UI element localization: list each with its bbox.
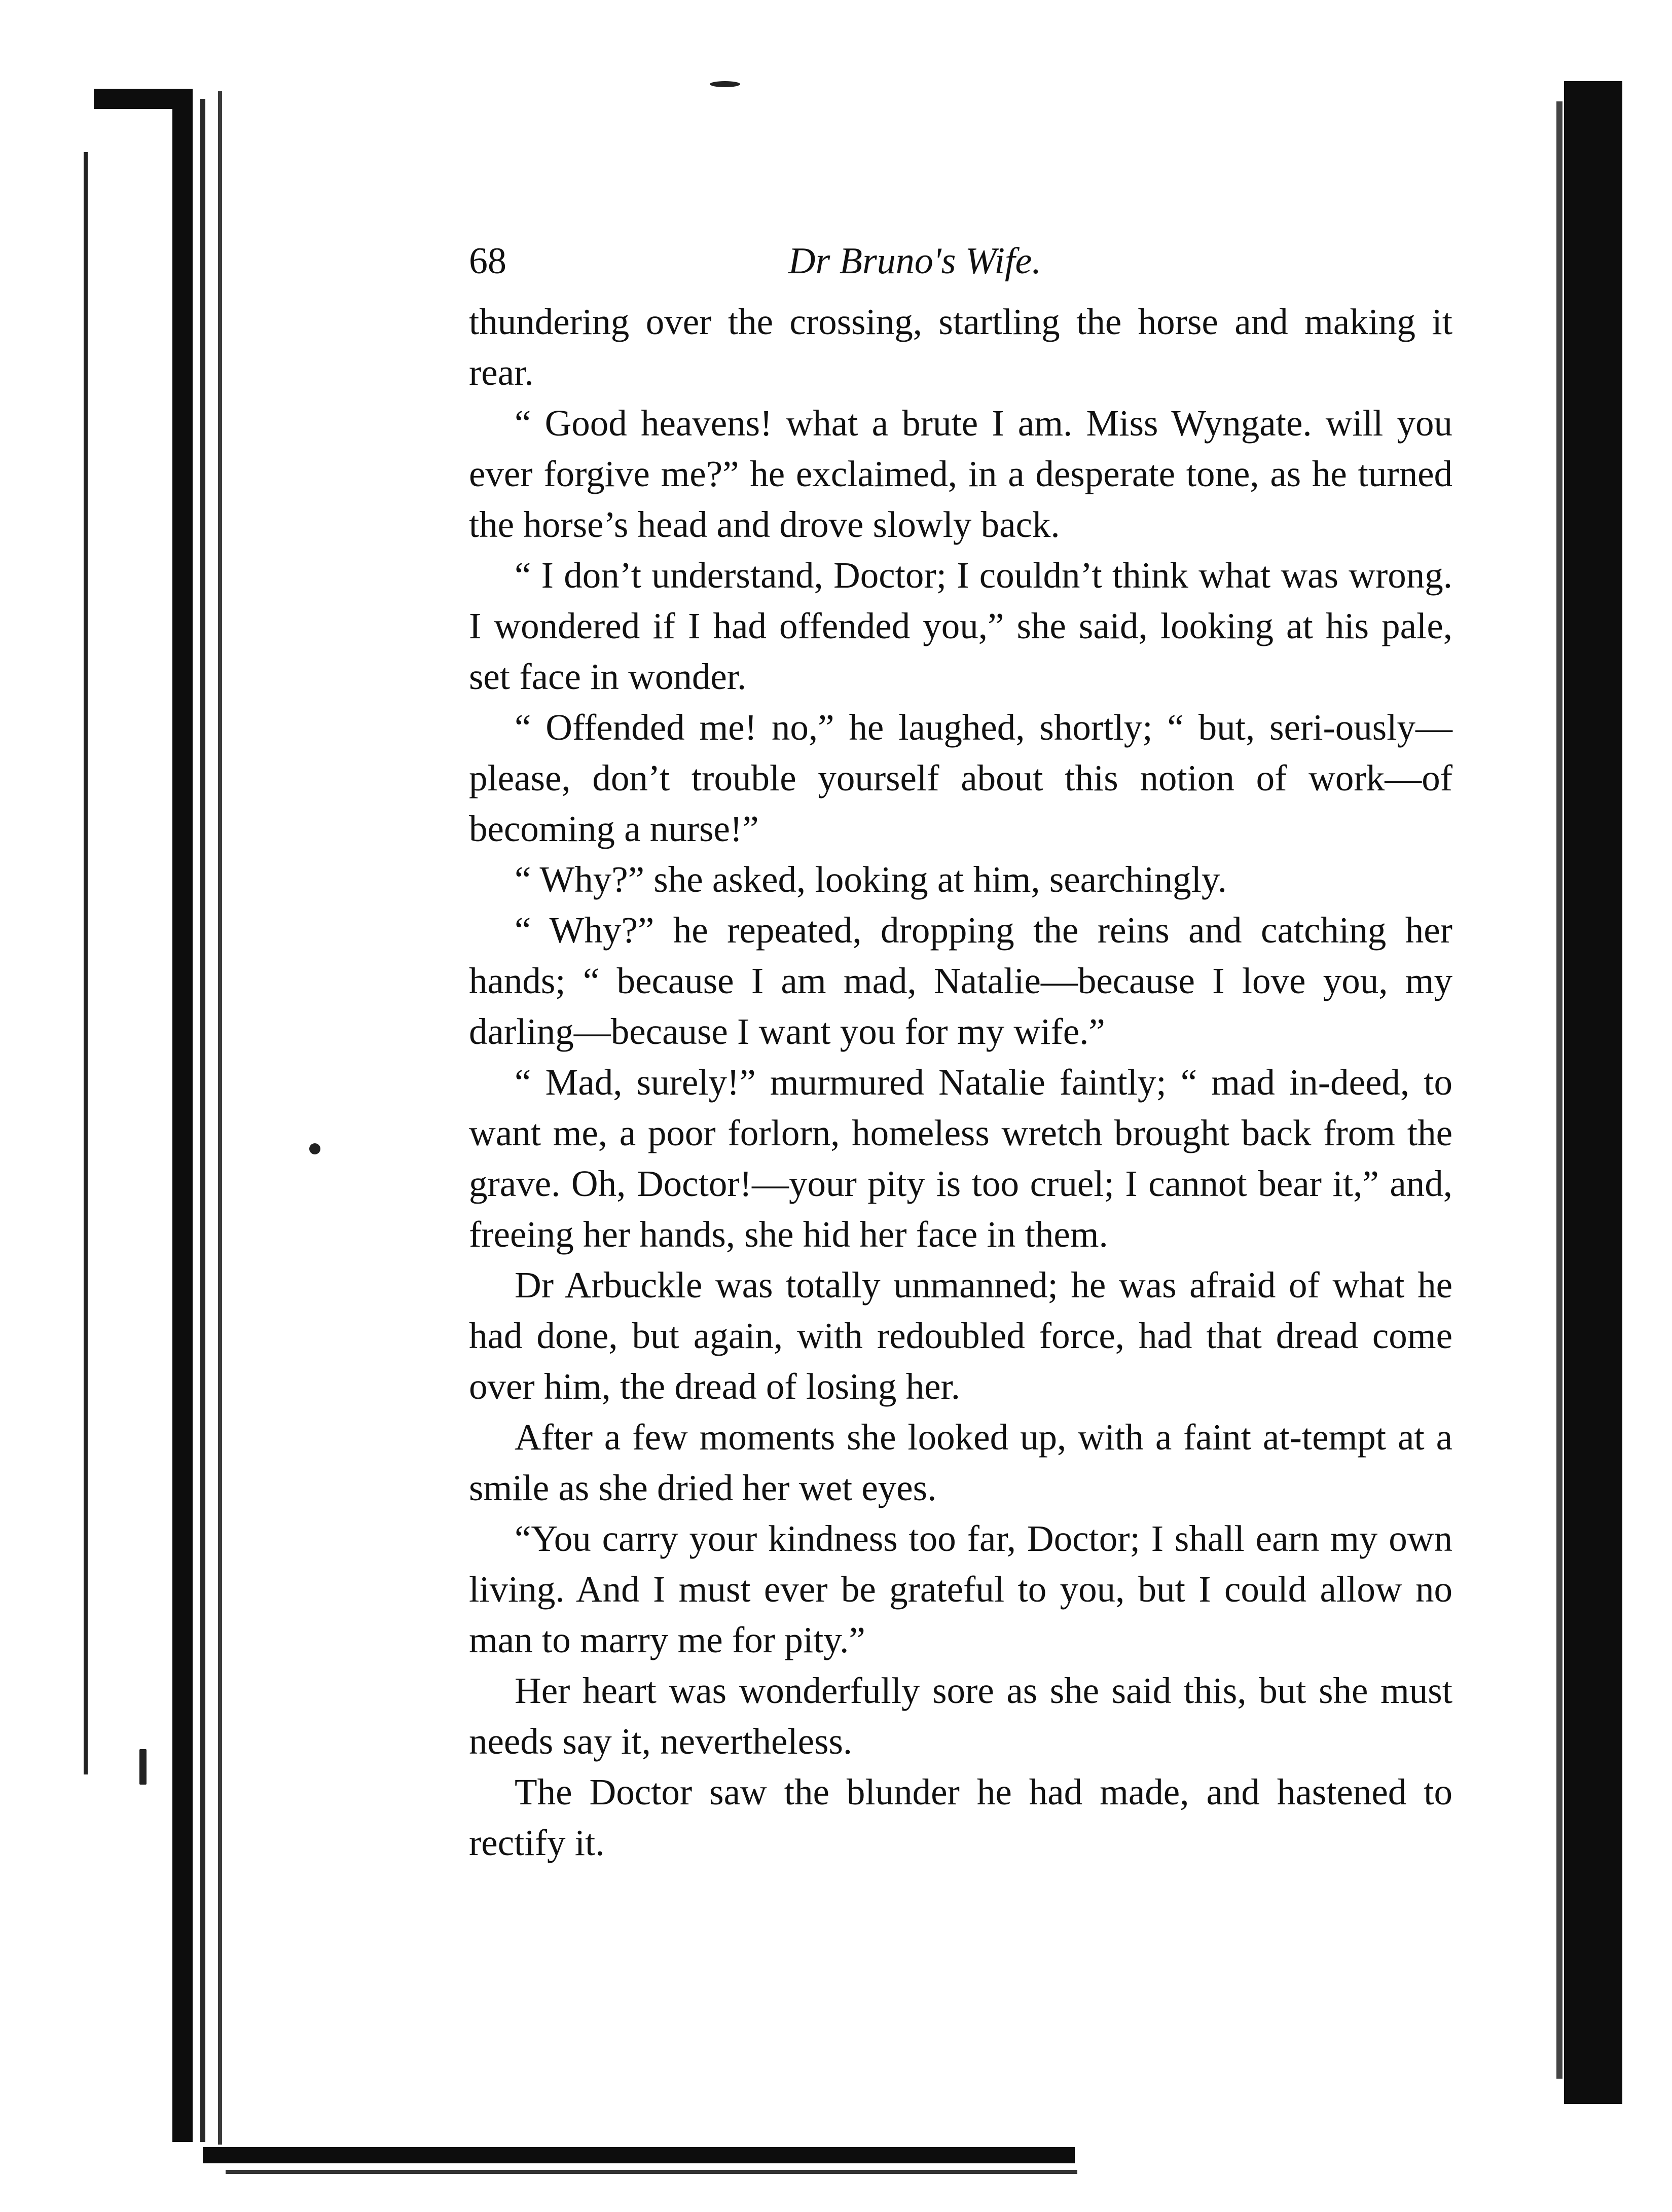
scan-border-left-inner-2 [218,91,222,2145]
scan-speck [309,1143,320,1154]
scan-border-left-outer [84,152,88,1774]
scan-border-left-inner [200,99,205,2142]
scan-border-right-inner [1556,101,1562,2079]
paragraph: “ Offended me! no,” he laughed, shortly; “ but, seri-ously—please, don’t trouble yourself about this notion of work—of becoming a nurse!” [469,707,1452,849]
scan-border-left [172,89,193,2142]
running-title: Dr Bruno's Wife. [788,240,1041,282]
paragraph: Her heart was wonderfully sore as she said this, but she must needs say it, nevertheless. [469,1670,1452,1762]
paragraph: After a few moments she looked up, with a faint at-tempt at a smile as she dried her wet eyes. [469,1417,1452,1508]
page-header [469,238,1452,286]
scan-border-bottom-inner [226,2170,1077,2174]
paragraph: “ Mad, surely!” murmured Natalie faintly; “ mad in-deed, to want me, a poor forlorn, homeless wretch brought back from the grave. Oh, Doctor!—your pity is too cruel; I cannot bear it,” and, freeing her hands, she hid her face in them. [469,1062,1452,1255]
scan-speck [139,1749,147,1785]
scan-border-top-left [94,89,183,109]
scan-speck [710,81,740,87]
paragraph: “ Why?” he repeated, dropping the reins and catching her hands; “ because I am mad, Natalie—because I love you, my darling—because I want you for my wife.” [469,910,1452,1052]
paragraph: “ I don’t understand, Doctor; I couldn’t think what was wrong. I wondered if I had offended you,” she said, looking at his pale, set face in wonder. [469,555,1452,697]
paragraph: The Doctor saw the blunder he had made, and hastened to rectify it. [469,1771,1452,1863]
page-number: 68 [469,240,506,282]
paragraph: “ Good heavens! what a brute I am. Miss Wyngate. will you ever forgive me?” he exclaimed, in a desperate tone, as he turned the horse’s head and drove slowly back. [469,403,1452,545]
paragraph: thundering over the crossing, startling the horse and making it rear. [469,301,1452,393]
paragraph: “ Why?” she asked, looking at him, searchingly. [515,859,1227,900]
scan-border-bottom [203,2147,1075,2163]
paragraph: Dr Arbuckle was totally unmanned; he was afraid of what he had done, but again, with redoubled force, had that dread come over him, the dread of losing her. [469,1264,1452,1407]
scan-border-right [1564,81,1622,2104]
book-page [469,238,1452,1868]
body-text [469,297,1452,1868]
paragraph: “You carry your kindness too far, Doctor; I shall earn my own living. And I must ever be grateful to you, but I could allow no man to marry me for pity.” [469,1518,1452,1660]
